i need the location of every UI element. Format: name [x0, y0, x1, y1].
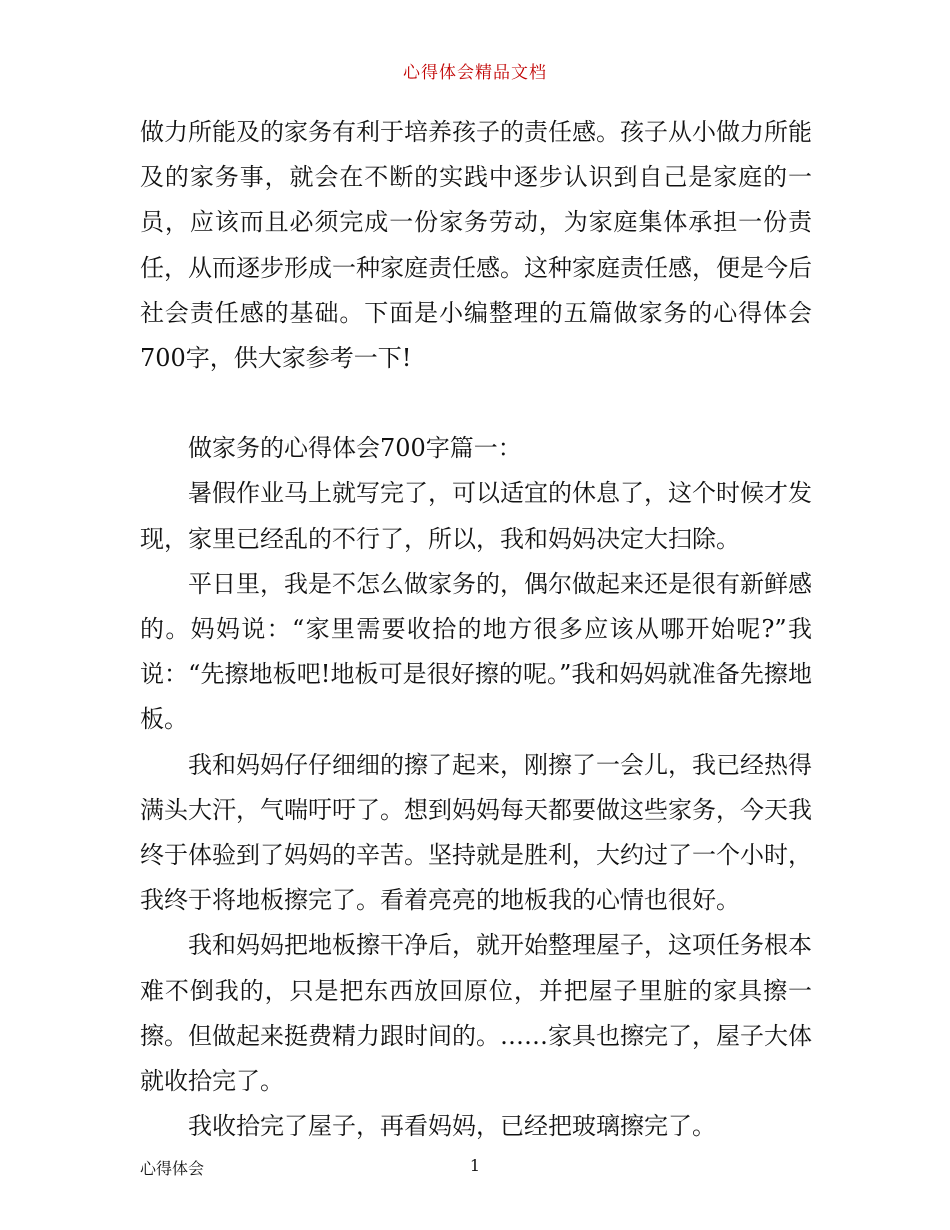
- section-title: 做家务的心得体会700字篇一：: [188, 434, 522, 463]
- footer-label: 心得体会: [140, 1159, 205, 1178]
- document-body: [140, 110, 812, 1149]
- intro-paragraph: 做力所能及的家务有利于培养孩子的责任感。孩子从小做力所能及的家务事，就会在不断的实践中逐步认识到自己是家庭的一员，应该而且必须完成一份家务劳动，为家庭集体承担一份责任，从而逐步形成一种家庭责任感。这种家庭责任感，便是今后社会责任感的基础。下面是小编整理的五篇做家务的心得体会700字，供大家参考一下!: [140, 118, 812, 373]
- page-header-title: 心得体会精品文档: [403, 63, 547, 83]
- body-paragraph-3: 我和妈妈仔仔细细的擦了起来，刚擦了一会儿，我已经热得满头大汗，气喘吁吁了。想到妈妈每天都要做这些家务，今天我终于体验到了妈妈的辛苦。坚持就是胜利，大约过了一个小时，我终于将地板擦完了。看着亮亮的地板我的心情也很好。: [140, 750, 812, 915]
- body-paragraph-1: 暑假作业马上就写完了，可以适宜的休息了，这个时候才发现，家里已经乱的不行了，所以，我和妈妈决定大扫除。: [140, 479, 812, 553]
- paragraph-spacer: [140, 381, 812, 426]
- page-number: 1: [469, 1156, 481, 1175]
- body-paragraph-5: 我收拾完了屋子，再看妈妈，已经把玻璃擦完了。: [188, 1112, 716, 1141]
- body-paragraph-2: 平日里，我是不怎么做家务的，偶尔做起来还是很有新鲜感的。妈妈说：“家里需要收拾的地方很多应该从哪开始呢?”我说：“先擦地板吧!地板可是很好擦的呢。”我和妈妈就准备先擦地板。: [140, 569, 812, 734]
- body-paragraph-4: 我和妈妈把地板擦干净后，就开始整理屋子，这项任务根本难不倒我的，只是把东西放回原位，并把屋子里脏的家具擦一擦。但做起来挺费精力跟时间的。……家具也擦完了，屋子大体就收拾完了。: [140, 931, 812, 1096]
